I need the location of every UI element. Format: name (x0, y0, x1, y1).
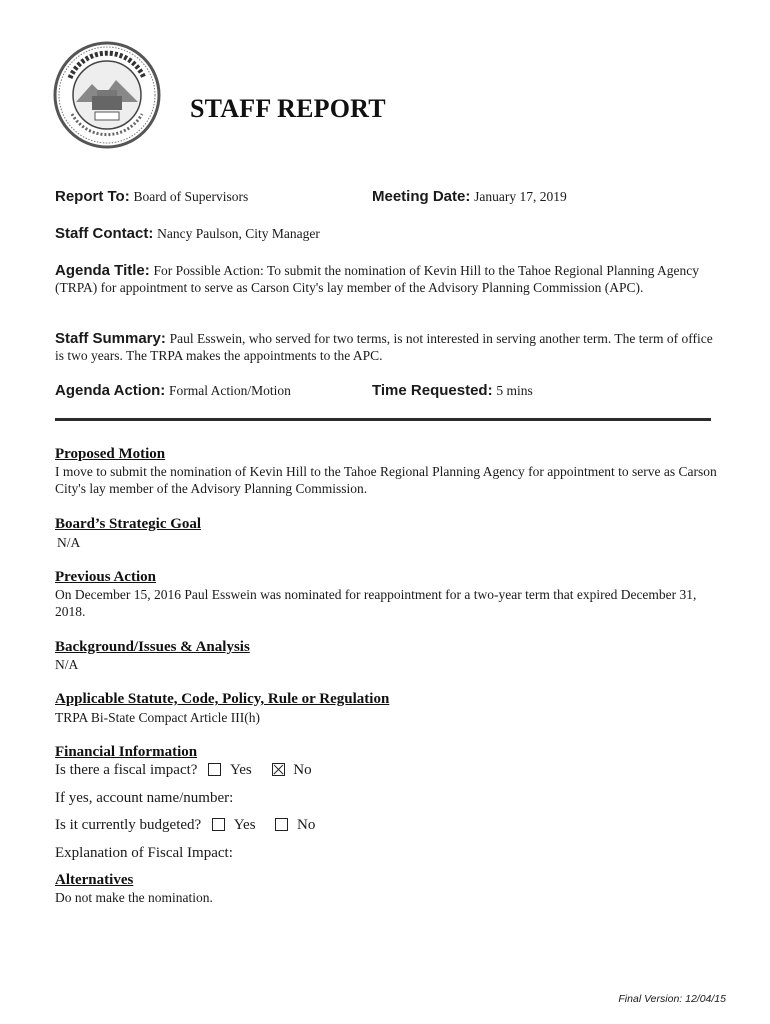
time-requested (372, 382, 533, 399)
fiscal-impact-no-label: No (293, 762, 312, 778)
fiscal-impact-no-checkbox[interactable] (272, 763, 285, 776)
explanation-label: Explanation of Fiscal Impact: (55, 845, 233, 861)
budgeted-row (55, 817, 315, 834)
proposed-motion-body: I move to submit the nomination of Kevin Hill to the Tahoe Regional Planning Agency for appointment to serve as Carson City's lay member of the Advisory Planning Commission. (55, 464, 717, 496)
meeting-date-label: Meeting Date: (372, 188, 471, 205)
meeting-date-value: January 17, 2019 (474, 189, 567, 204)
budgeted-question: Is it currently budgeted? (55, 817, 202, 833)
agenda-title (55, 262, 715, 296)
staff-contact-label: Staff Contact: (55, 225, 154, 242)
strategic-goal-heading: Board’s Strategic Goal (55, 516, 202, 532)
agenda-action (55, 382, 291, 399)
financial-heading: Financial Information (55, 744, 198, 760)
alternatives-body: Do not make the nomination. (55, 890, 213, 905)
staff-summary (55, 330, 715, 364)
budgeted-no-checkbox[interactable] (275, 818, 288, 831)
section-divider (55, 418, 711, 421)
proposed-motion-heading: Proposed Motion (55, 446, 166, 462)
version-footer: Final Version: 12/04/15 (618, 993, 726, 1005)
staff-contact-value: Nancy Paulson, City Manager (157, 226, 320, 241)
meeting-date (372, 188, 567, 205)
agenda-action-value: Formal Action/Motion (169, 383, 291, 398)
budgeted-no-label: No (297, 817, 316, 833)
strategic-goal-body: N/A (57, 535, 81, 550)
staff-summary-label: Staff Summary: (55, 330, 166, 347)
city-seal-logo (52, 40, 162, 150)
staff-summary-value: Paul Esswein, who served for two terms, is not interested in serving another term. The term of office is two years. The TRPA makes the appointments to the APC. (55, 331, 713, 363)
background-heading: Background/Issues & Analysis (55, 639, 250, 655)
time-requested-value: 5 mins (496, 383, 533, 398)
report-to-value: Board of Supervisors (133, 189, 249, 204)
alternatives-heading: Alternatives (55, 872, 134, 888)
agenda-title-label: Agenda Title: (55, 262, 150, 279)
agenda-action-label: Agenda Action: (55, 382, 166, 399)
staff-contact (55, 225, 320, 242)
previous-action-body: On December 15, 2016 Paul Esswein was nominated for reappointment for a two-year term that expired December 31, 2018. (55, 587, 697, 619)
report-to (55, 188, 248, 205)
page-title: STAFF REPORT (190, 94, 386, 123)
fiscal-impact-question: Is there a fiscal impact? (55, 762, 198, 778)
statute-heading: Applicable Statute, Code, Policy, Rule or Regulation (55, 691, 390, 707)
agenda-title-value: For Possible Action: To submit the nomination of Kevin Hill to the Tahoe Regional Planning Agency (TRPA) for appointment to serve as Carson City's lay member of the Advisory Planning Commission (APC). (55, 263, 699, 295)
previous-action-heading: Previous Action (55, 569, 156, 585)
background-body: N/A (55, 657, 79, 672)
report-to-label: Report To: (55, 188, 130, 205)
account-label: If yes, account name/number: (55, 790, 234, 806)
time-requested-label: Time Requested: (372, 382, 493, 399)
fiscal-impact-yes-checkbox[interactable] (208, 763, 221, 776)
statute-body: TRPA Bi-State Compact Article III(h) (55, 710, 260, 725)
budgeted-yes-label: Yes (233, 817, 256, 833)
budgeted-yes-checkbox[interactable] (212, 818, 225, 831)
fiscal-impact-row (55, 762, 312, 779)
fiscal-impact-yes-label: Yes (229, 762, 252, 778)
